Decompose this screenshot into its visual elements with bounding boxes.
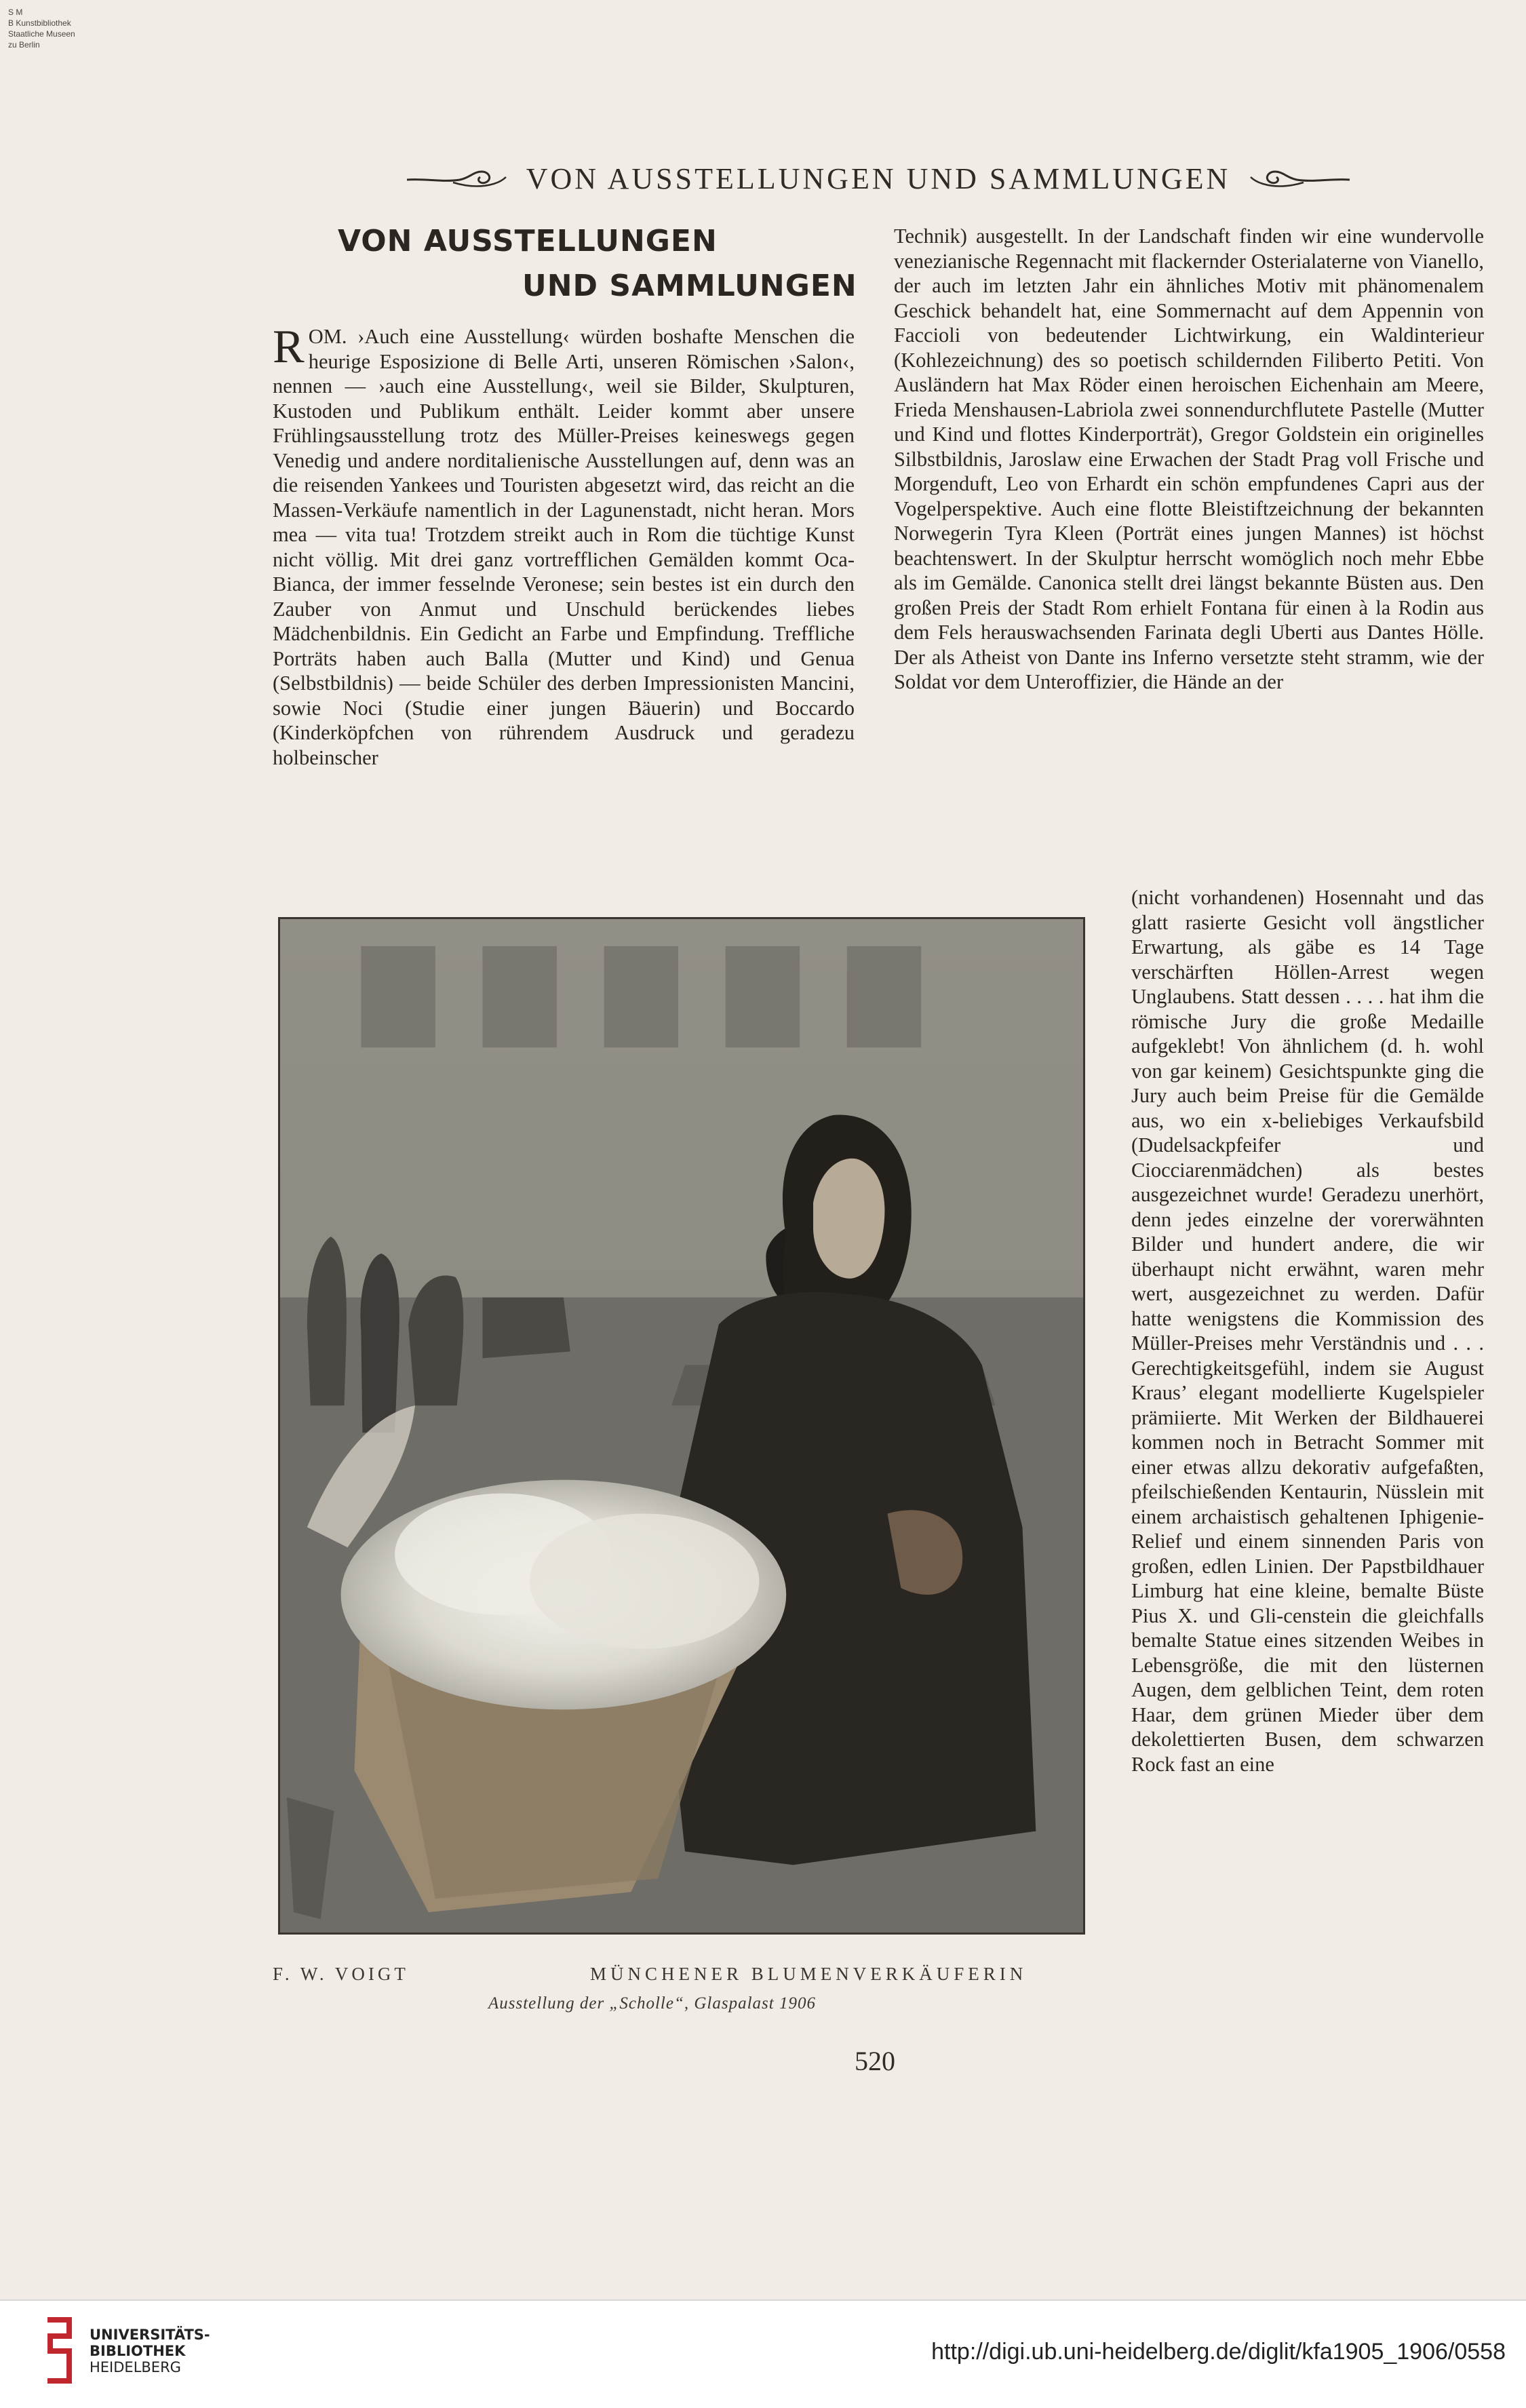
running-head-text: VON AUSSTELLUNGEN UND SAMMLUNGEN	[526, 161, 1231, 195]
library-name-line: UNIVERSITÄTS-	[90, 2327, 210, 2343]
library-name-line: BIBLIOTHEK	[90, 2343, 186, 2359]
figure-title: MÜNCHENER BLUMENVERKÄUFERIN	[590, 1964, 1028, 1984]
figure-artist: F. W. VOIGT	[273, 1964, 409, 1984]
library-stamp	[8, 7, 75, 50]
article-title	[271, 224, 868, 312]
article-title-line: UND SAMMLUNGEN	[522, 269, 857, 303]
body-text: OM. ›Auch eine Ausstellung‹ würden boshafte Menschen die heurige Esposizione di Belle Arti, unseren Römischen ›Salon‹, nennen — ›auch eine Ausstellung‹, weil sie Bilder, Skulpturen, Kustoden und Publikum enthält. Leider kommt aber unsere Frühlingsausstellung trotz des Müller-Preises keineswegs gegen Venedig und andere norditalienische Ausstellungen auf, denn was an die reisenden Yankees und Touristen abgesetzt wird, das reicht an die Massen-Verkäufe namentlich in der Lagunenstadt, nicht heran. Mors mea — vita tua! Trotzdem streikt auch in Rom die tüchtige Kunst nicht völlig. Mit drei ganz vortrefflichen Gemälden kommt Oca-Bianca, der immer fesselnde Veronese; sein bestes ist ein durch den Zauber von Anmut und Unschuld berückendes liebes Mädchenbildnis. Ein Gedicht an Farbe und Empfindung. Treffliche Porträts haben auch Balla (Mutter und Kind) und Genua (Selbstbildnis) — beide Schüler des derben Impressionisten Mancini, sowie Noci (Studie einer jungen Bäuerin) und Boccardo (Kinderköpfchen von rührendem Ausdruck und geradezu holbeinscher	[273, 325, 855, 769]
drop-cap: R	[273, 324, 305, 373]
text-column-narrow	[1131, 885, 1484, 2052]
ornament-right-icon	[1249, 165, 1351, 192]
body-text: (nicht vorhandenen) Hosennaht und das glatt rasierte Gesicht voll ängstlicher Erwartung, als gäbe es 14 Tage verschärften Höllen-Arrest wegen Unglaubens. Statt dessen . . . . hat ihm die römische Jury die große Medaille aufgeklebt! Von ähnlichem (d. h. wohl von gar keinem) Gesichtspunkte ging die Jury auch beim Preise für die Gemälde aus, wo ein x-beliebiges Verkaufsbild (Dudelsackpfeifer und Ciocciarenmädchen) als bestes ausgezeichnet wurde! Geradezu unerhört, denn jedes einzelne der vorerwähnten Bilder und hundert andere, die wir überhaupt nicht erwähnt, waren mehr wert, ausgezeichnet zu werden. Dafür hatte wenigstens die Kommission des Müller-Preises mehr Verständnis und . . . Gerechtigkeitsgefühl, indem sie August Kraus’ elegant modellierte Kugelspieler prämiierte. Mit Werken der Bildhauerei kommen noch in Betracht Sommer mit einer etwas allzu dekorativ aufgefaßten, pfeilschießenden Kentaurin, Nüsslein mit einem archaistisch gehaltenen Iphigenie-Relief und einem sinnenden Paris von großen, edlen Linien. Der Papstbildhauer Limburg hat eine kleine, bemalte Büste Pius X. und Gli-censtein die gleichfalls bemalte Statue eines sitzenden Weibes in Lebensgröße, die mit den lüsternen Augen, dem gelblichen Teint, dem roten Haar, dem grünen Mieder über dem dekolettierten Busen, dem schwarzen Rock fast an eine	[1131, 886, 1484, 1776]
page-number: 520	[855, 2046, 895, 2076]
running-head	[393, 155, 1363, 202]
library-logo-icon	[41, 2313, 79, 2388]
painting-illustration	[278, 917, 1085, 1935]
text-column-left	[273, 324, 855, 867]
stamp-line: zu Berlin	[8, 40, 40, 50]
permalink-url[interactable]: http://digi.ub.uni-heidelberg.de/diglit/kfa1905_1906/0558	[931, 2339, 1506, 2365]
article-title-line: VON AUSSTELLUNGEN	[338, 224, 718, 258]
library-name-line: HEIDELBERG	[90, 2359, 181, 2375]
stamp-line: B Kunstbibliothek	[8, 18, 71, 28]
painting-image	[280, 919, 1083, 1933]
text-column-right	[894, 224, 1484, 892]
stamp-line: Staatliche Museen	[8, 29, 75, 39]
body-text: Technik) ausgestellt. In der Landschaft finden wir eine wundervolle venezianische Regennacht mit flackernder Osterialaterne von Vianello, der auch im letzten Jahr ein ähnliches Motiv mit phänomenalem Geschick behandelt hat, eine Sommernacht auf dem Appennin von Faccioli von bedeutender Lichtwirkung, ein Waldinterieur (Kohlezeichnung) des so poetisch schildernden Filiberto Petiti. Von Ausländern hat Max Röder einen heroischen Eichenhain am Meere, Frieda Menshausen-Labriola zwei sonnendurchflutete Pastelle (Mutter und Kind und flottes Kinderporträt), Gregor Goldstein ein originelles Silbstbildnis, Jaroslaw eine Erwachen der Stadt Prag voll Frische und Morgenduft, Leo von Erhardt ein schön empfundenes Capri aus der Vogelperspektive. Auch eine flotte Bleistiftzeichnung der bekannten Norwegerin Tyra Kleen (Porträt eines jungen Mannes) ist höchst beachtenswert. In der Skulptur herrscht womöglich noch mehr Ebbe als im Gemälde. Canonica stellt drei längst bekannte Büsten aus. Den großen Preis der Stadt Rom erhielt Fontana für einen à la Rodin aus dem Fels herauswachsenden Farinata degli Uberti aus Dantes Hölle. Der als Atheist von Dante ins Inferno versetzte steht stramm, wie der Soldat vor dem Unteroffizier, die Hände an der	[894, 225, 1484, 693]
ornament-left-icon	[406, 165, 507, 192]
stamp-line: S M	[8, 7, 23, 17]
library-name	[90, 2327, 210, 2375]
figure-subtitle: Ausstellung der „Scholle“, Glaspalast 1906	[488, 1994, 816, 2013]
